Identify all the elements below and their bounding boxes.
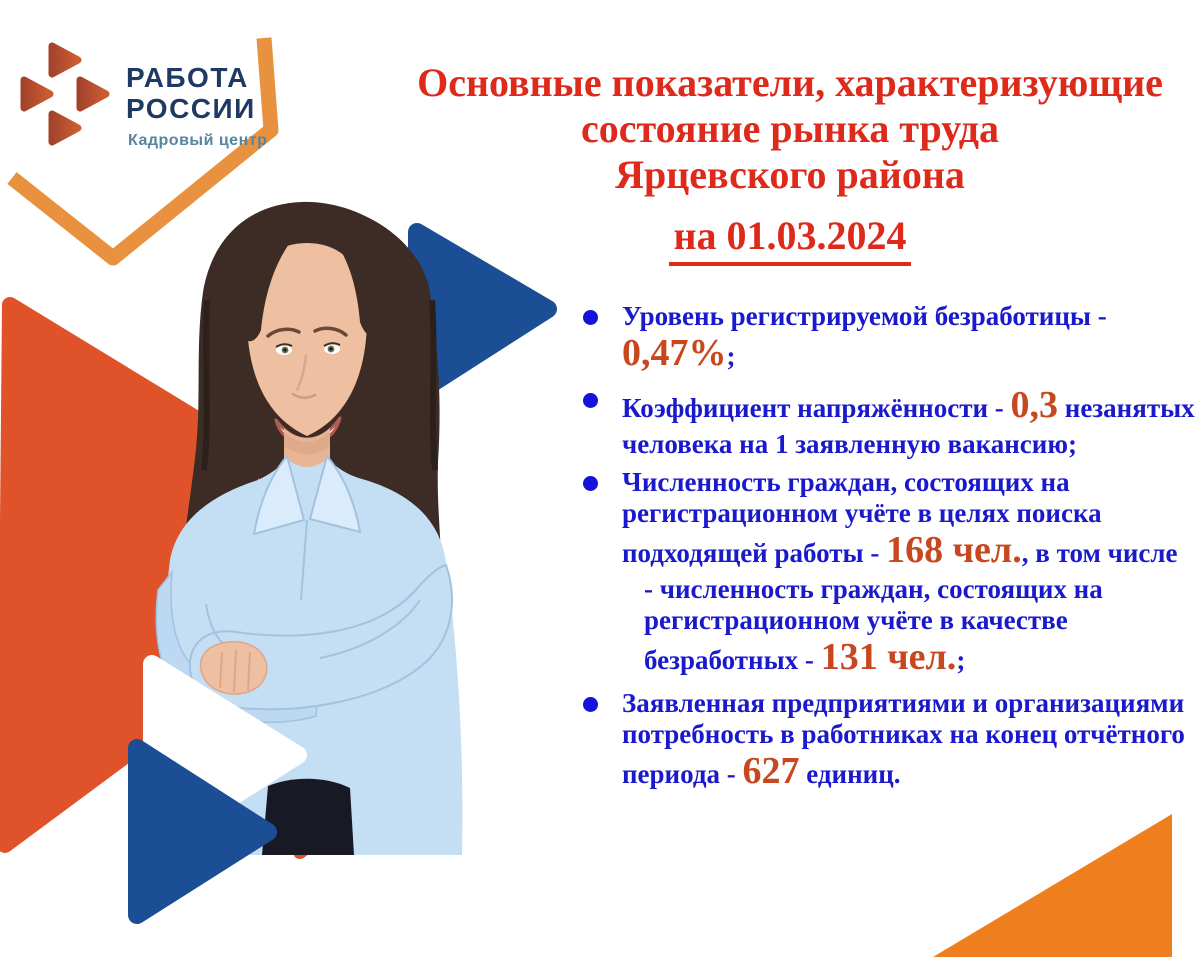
indicator-item [570,467,1195,681]
indicator-text [622,467,1195,681]
logo-brand-line2: РОССИИ [126,93,256,124]
indicator-line [622,384,1195,429]
indicator-value: 168 чел. [886,529,1022,571]
indicator-line [622,429,1195,460]
indicator-label: единиц. [799,759,901,789]
poster-title [405,60,1175,198]
report-date-text: на 01.03.2024 [669,212,910,266]
title-line: Ярцевского района [615,152,965,197]
indicator-text [622,384,1195,460]
indicator-line [622,467,1195,498]
indicator-label: Заявленная предприятиями и организациями [622,688,1185,718]
indicator-label: ; [726,341,736,371]
bullet-dot-icon [583,393,598,408]
indicator-line [622,574,1195,605]
title-line: состояние рынка труда [581,106,999,151]
indicator-label: Коэффициент напряжённости - [622,393,1011,423]
indicator-label: человека на 1 заявленную вакансию; [622,429,1077,459]
indicator-line [622,332,1195,377]
report-date [405,212,1175,266]
indicator-value: 131 чел. [820,636,957,678]
logo-wordmark [126,62,256,124]
indicator-line [622,498,1195,529]
indicator-line [622,719,1195,750]
logo-arrows-icon [24,46,106,142]
logo-subtitle: Кадровый центр [128,132,268,149]
indicator-list [570,301,1195,802]
indicator-label: подходящей работы - [622,538,887,568]
title-line: Основные показатели, характеризующие [417,60,1163,105]
indicator-label: периода - [622,759,743,789]
indicator-label: Численность граждан, состоящих на [622,467,1070,497]
indicator-text [622,301,1195,377]
corner-orange-triangle [933,814,1172,957]
indicator-label: Уровень регистрируемой безработицы - [622,301,1107,331]
logo-brand-line1: РАБОТА [126,62,249,93]
indicator-label: ; [956,645,966,675]
indicator-value: 627 [742,750,800,792]
indicator-line [622,529,1195,574]
bullet-dot-icon [583,476,598,491]
indicator-line [622,636,1195,681]
indicator-label: безработных - [644,645,821,675]
indicator-line [622,301,1195,332]
bullet-dot-icon [583,697,598,712]
indicator-label: потребность в работниках на конец отчётного [622,719,1185,749]
indicator-line [622,750,1195,795]
indicator-value: 0,47% [622,332,727,374]
indicator-label: регистрационном учёте в качестве [644,605,1068,635]
indicator-text [622,688,1195,795]
bullet-dot-icon [583,310,598,325]
indicator-line [622,688,1195,719]
indicator-item [570,301,1195,377]
indicator-line [622,605,1195,636]
indicator-label: регистрационном учёте в целях поиска [622,498,1102,528]
indicator-label: незанятых [1058,393,1195,423]
indicator-label: , в том числе [1021,538,1178,568]
indicator-item [570,688,1195,795]
indicator-label: - численность граждан, состоящих на [644,574,1103,604]
indicator-value: 0,3 [1010,384,1059,426]
indicator-item [570,384,1195,460]
